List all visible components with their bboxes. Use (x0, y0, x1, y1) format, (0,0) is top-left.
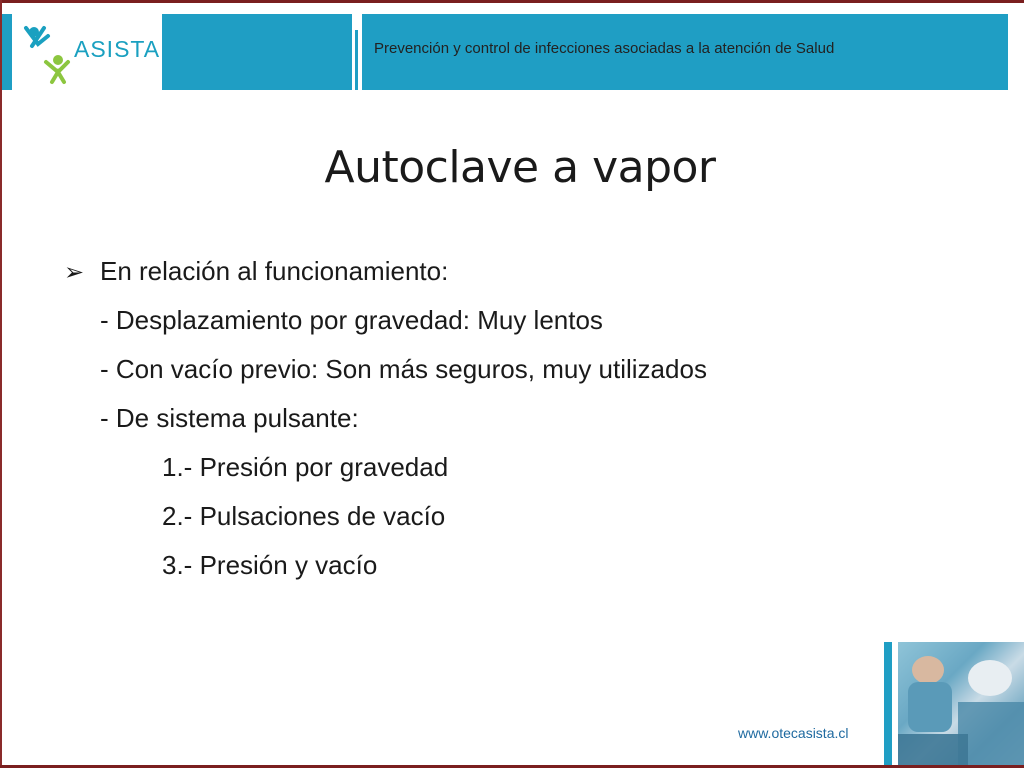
sub-line: - Con vacío previo: Son más seguros, muy utilizados (100, 354, 707, 384)
sub-line: - De sistema pulsante: (100, 403, 359, 433)
footer-url: www.otecasista.cl (738, 725, 849, 741)
header-title: Prevención y control de infecciones asociadas a la atención de Salud (374, 40, 835, 57)
photo-illustration (898, 642, 1024, 766)
sub-sub-line: 1.- Presión por gravedad (162, 452, 449, 482)
bullet-text: En relación al funcionamiento: (100, 256, 449, 286)
slide-title: Autoclave a vapor (324, 142, 716, 193)
medical-staff-photo (898, 642, 1024, 766)
sub-line: - Desplazamiento por gravedad: Muy lentos (100, 305, 603, 335)
arrow-bullet-icon: ➢ (64, 259, 85, 286)
slide-body (64, 248, 864, 591)
asista-logo-icon (14, 14, 74, 90)
sub-sub-line: 2.- Pulsaciones de vacío (162, 501, 446, 531)
logo-text: ASISTA (74, 36, 161, 62)
header-band-left (162, 14, 352, 90)
sub-sub-line: 3.- Presión y vacío (162, 550, 378, 580)
left-border (0, 0, 2, 768)
header-divider (355, 30, 358, 90)
logo (14, 14, 162, 90)
photo-edge (884, 642, 892, 766)
header-left-strip (2, 14, 12, 90)
top-border (0, 0, 1024, 3)
bullet-line (64, 248, 864, 297)
